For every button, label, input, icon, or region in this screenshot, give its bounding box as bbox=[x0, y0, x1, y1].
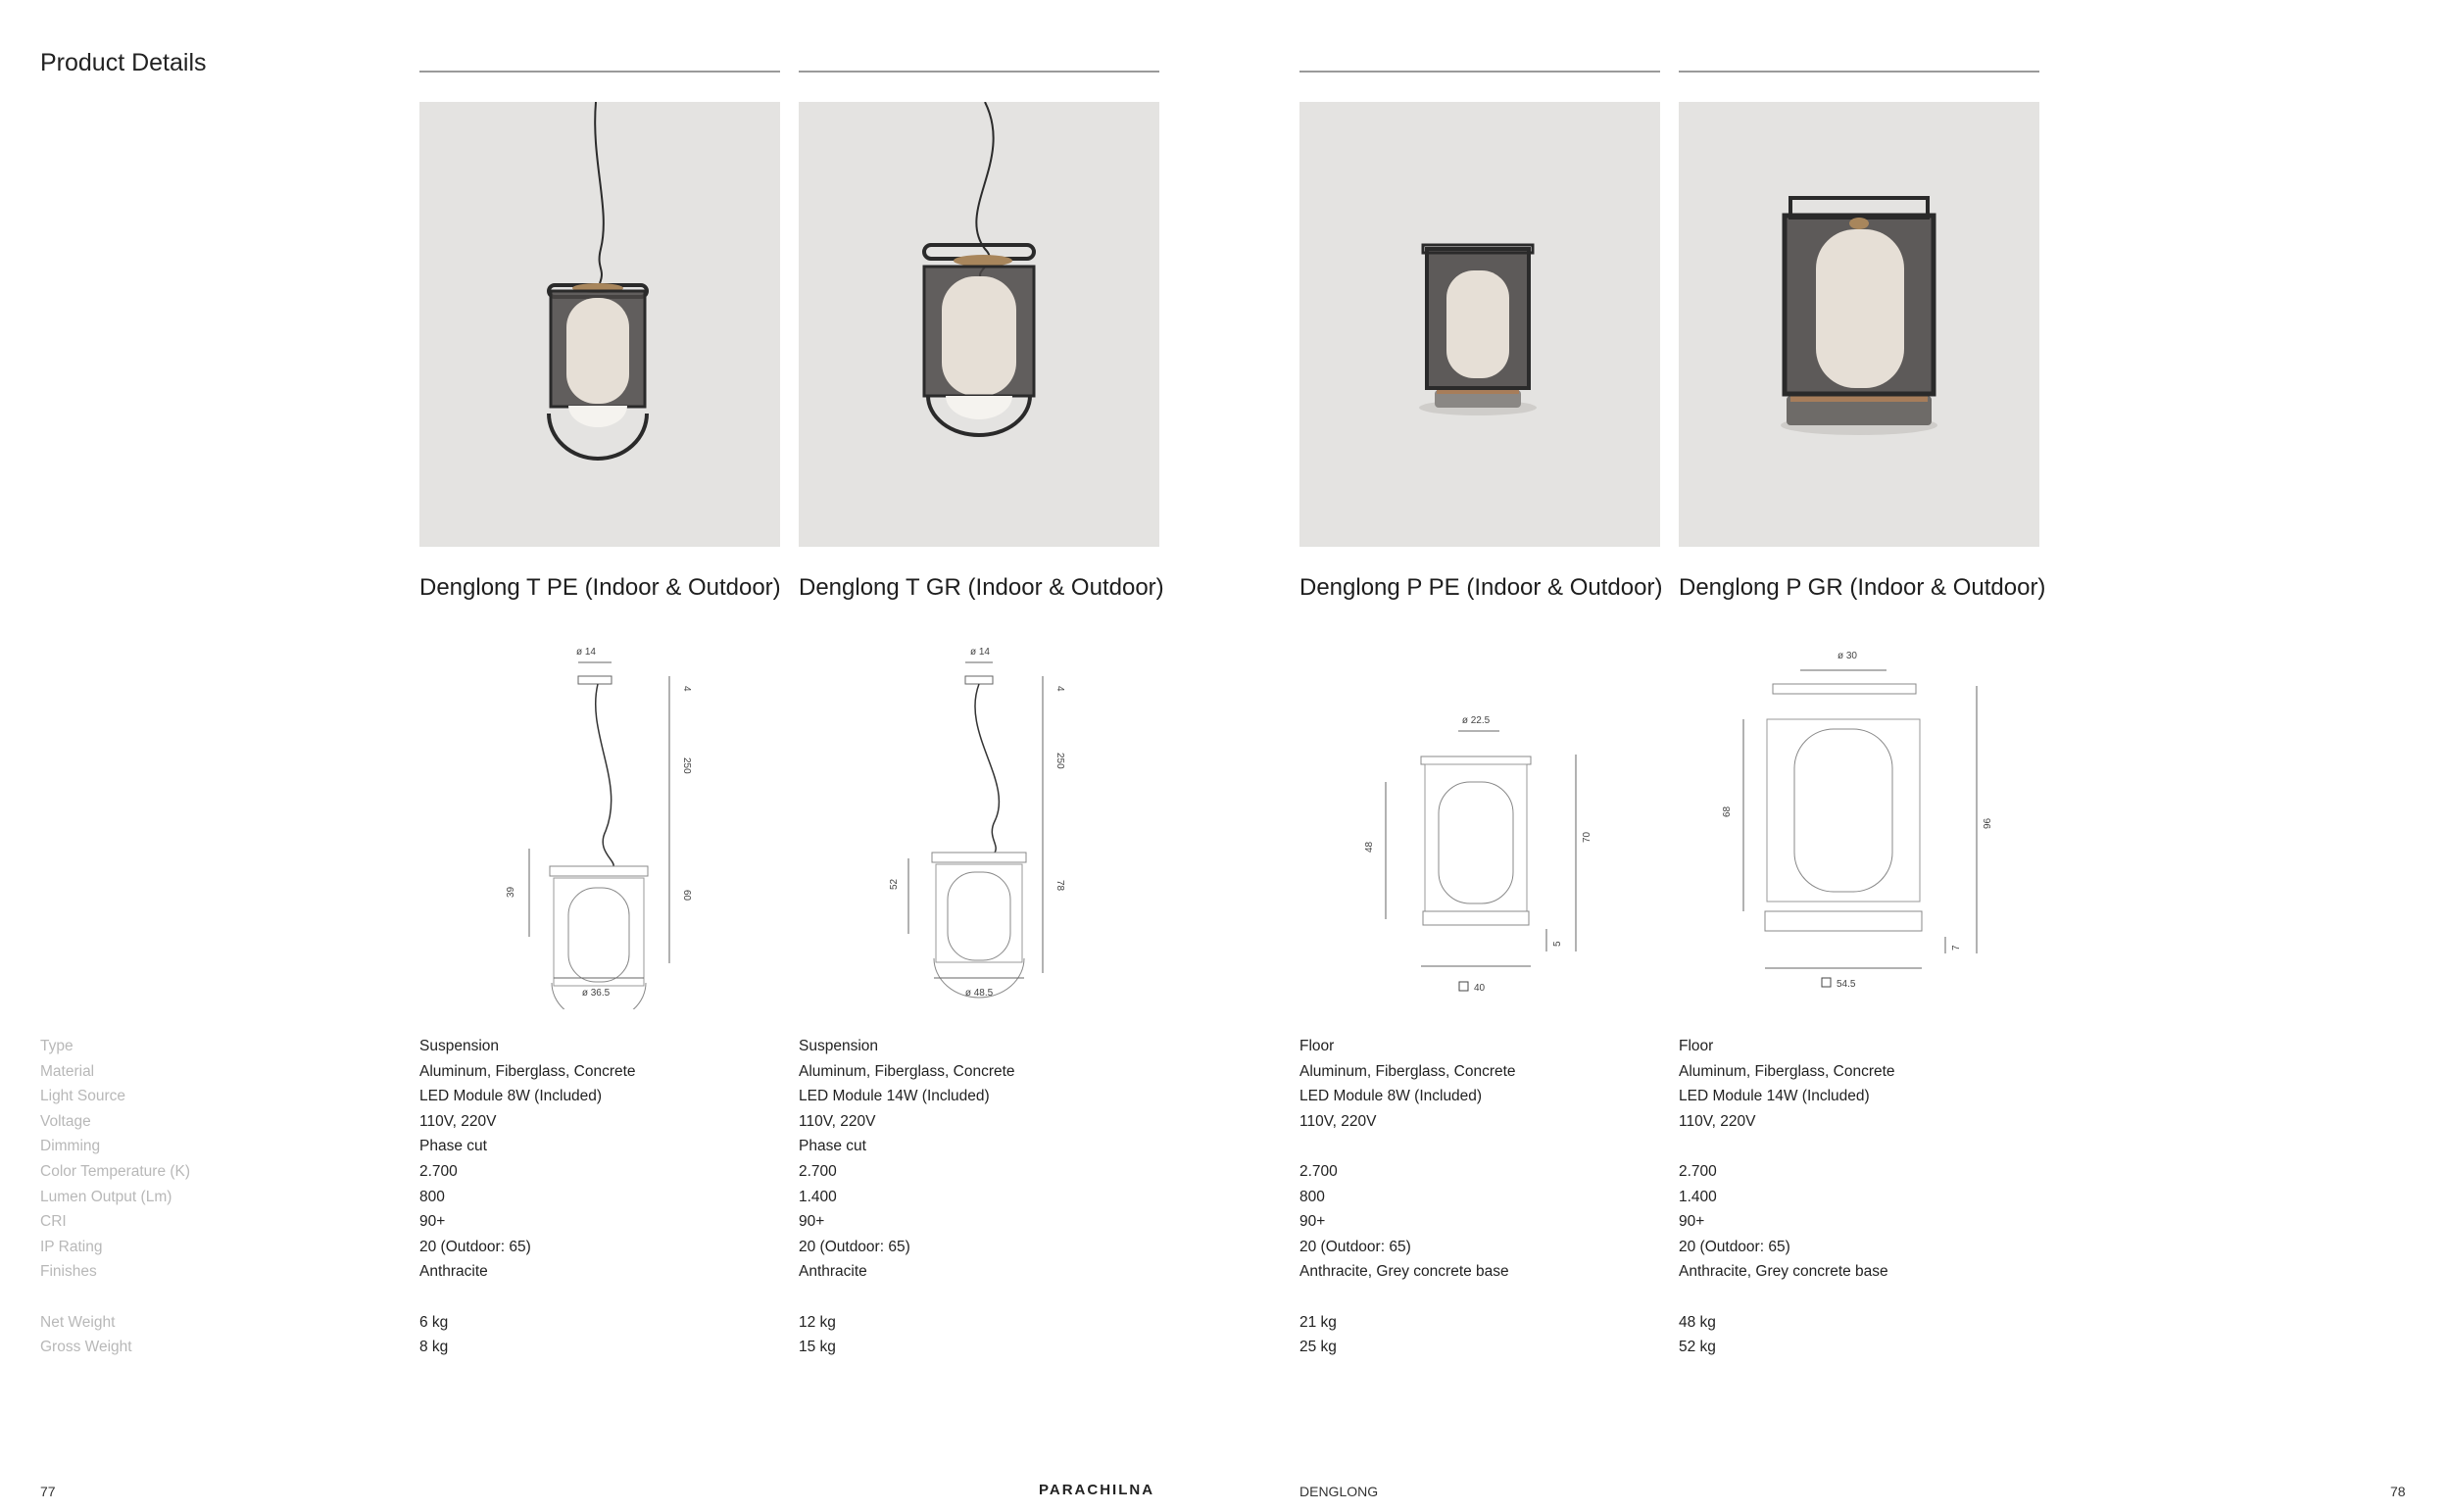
brand-logo: PARACHILNA bbox=[1039, 1482, 1155, 1498]
value-voltage: 110V, 220V bbox=[419, 1112, 497, 1130]
label-finishes: Finishes bbox=[40, 1263, 97, 1281]
dim-left: 68 bbox=[1722, 805, 1733, 817]
dim-base: 7 bbox=[1951, 945, 1962, 951]
label-color-temperature: Color Temperature (K) bbox=[40, 1162, 191, 1180]
value-color-temperature: 2.700 bbox=[419, 1162, 458, 1180]
label-light-source: Light Source bbox=[40, 1088, 126, 1105]
value-light-source: LED Module 14W (Included) bbox=[1679, 1088, 1870, 1105]
divider bbox=[1679, 71, 2039, 73]
value-cri: 90+ bbox=[419, 1213, 446, 1231]
divider bbox=[419, 71, 780, 73]
square-icon bbox=[1459, 982, 1468, 991]
section-name: DENGLONG bbox=[1299, 1484, 1379, 1499]
value-light-source: LED Module 8W (Included) bbox=[1299, 1088, 1483, 1105]
spec-values bbox=[419, 1034, 636, 1360]
dim-right: 96 bbox=[1983, 817, 1993, 829]
value-net-weight: 21 kg bbox=[1299, 1313, 1337, 1331]
value-ip-rating: 20 (Outdoor: 65) bbox=[1679, 1238, 1790, 1255]
value-type: Suspension bbox=[419, 1038, 500, 1054]
product-column-t-pe bbox=[419, 0, 780, 1512]
value-color-temperature: 2.700 bbox=[1679, 1162, 1717, 1180]
value-voltage: 110V, 220V bbox=[799, 1112, 876, 1130]
value-voltage: 110V, 220V bbox=[1679, 1112, 1756, 1130]
dim-bottom: 40 bbox=[1474, 983, 1486, 994]
value-type: Floor bbox=[1299, 1038, 1335, 1054]
value-gross-weight: 25 kg bbox=[1299, 1339, 1337, 1356]
product-photo bbox=[1299, 102, 1660, 547]
value-lumen-output: 800 bbox=[1299, 1188, 1325, 1205]
label-voltage: Voltage bbox=[40, 1112, 91, 1130]
value-gross-weight: 15 kg bbox=[799, 1339, 836, 1356]
value-finishes: Anthracite bbox=[799, 1263, 867, 1281]
page-number-right: 78 bbox=[2390, 1484, 2406, 1499]
value-ip-rating: 20 (Outdoor: 65) bbox=[799, 1238, 910, 1255]
spec-labels bbox=[40, 1034, 190, 1360]
value-dimming bbox=[1299, 1134, 1516, 1159]
value-finishes: Anthracite, Grey concrete base bbox=[1299, 1263, 1509, 1281]
value-lumen-output: 1.400 bbox=[799, 1188, 837, 1205]
product-column-p-gr bbox=[1679, 0, 2046, 1512]
value-net-weight: 48 kg bbox=[1679, 1313, 1716, 1331]
product-photo bbox=[419, 102, 780, 547]
value-color-temperature: 2.700 bbox=[799, 1162, 837, 1180]
value-finishes: Anthracite, Grey concrete base bbox=[1679, 1263, 1888, 1281]
value-cri: 90+ bbox=[1299, 1213, 1326, 1231]
label-material: Material bbox=[40, 1062, 95, 1080]
dim-top: ø 14 bbox=[969, 647, 991, 658]
value-material: Aluminum, Fiberglass, Concrete bbox=[799, 1062, 1015, 1080]
label-dimming: Dimming bbox=[40, 1138, 101, 1155]
page-title: Product Details bbox=[40, 49, 207, 76]
value-dimming bbox=[1679, 1134, 1895, 1159]
product-column-t-gr bbox=[799, 0, 1164, 1512]
value-voltage: 110V, 220V bbox=[1299, 1112, 1377, 1130]
technical-drawing bbox=[419, 635, 780, 1009]
value-type: Suspension bbox=[799, 1038, 879, 1054]
dim-left: 52 bbox=[889, 878, 900, 890]
dim-top: ø 14 bbox=[575, 647, 597, 658]
square-icon bbox=[1822, 978, 1831, 987]
dim-b: 250 bbox=[681, 757, 692, 774]
dim-a: 4 bbox=[1054, 686, 1065, 692]
value-net-weight: 6 kg bbox=[419, 1313, 449, 1331]
spec-values bbox=[1299, 1034, 1516, 1360]
spec-values bbox=[1679, 1034, 1895, 1360]
dim-bottom: 54.5 bbox=[1837, 979, 1856, 990]
dim-bottom: ø 48.5 bbox=[964, 988, 994, 999]
technical-drawing bbox=[799, 635, 1159, 1009]
value-lumen-output: 1.400 bbox=[1679, 1188, 1717, 1205]
value-finishes: Anthracite bbox=[419, 1263, 488, 1281]
product-name: Denglong T GR (Indoor & Outdoor) bbox=[799, 574, 1164, 601]
value-color-temperature: 2.700 bbox=[1299, 1162, 1338, 1180]
label-cri: CRI bbox=[40, 1213, 67, 1231]
value-material: Aluminum, Fiberglass, Concrete bbox=[1679, 1062, 1895, 1080]
value-ip-rating: 20 (Outdoor: 65) bbox=[419, 1238, 531, 1255]
value-light-source: LED Module 8W (Included) bbox=[419, 1088, 603, 1105]
technical-drawing bbox=[1299, 635, 1660, 1009]
value-material: Aluminum, Fiberglass, Concrete bbox=[1299, 1062, 1516, 1080]
spec-values bbox=[799, 1034, 1015, 1360]
divider bbox=[1299, 71, 1660, 73]
value-dimming: Phase cut bbox=[419, 1138, 487, 1155]
label-gross-weight: Gross Weight bbox=[40, 1339, 132, 1356]
value-lumen-output: 800 bbox=[419, 1188, 445, 1205]
label-lumen-output: Lumen Output (Lm) bbox=[40, 1188, 172, 1205]
value-dimming: Phase cut bbox=[799, 1138, 866, 1155]
value-light-source: LED Module 14W (Included) bbox=[799, 1088, 990, 1105]
product-photo bbox=[799, 102, 1159, 547]
value-net-weight: 12 kg bbox=[799, 1313, 836, 1331]
value-cri: 90+ bbox=[1679, 1213, 1705, 1231]
page-number-left: 77 bbox=[40, 1484, 56, 1499]
value-cri: 90+ bbox=[799, 1213, 825, 1231]
dim-top: ø 22.5 bbox=[1461, 715, 1491, 726]
product-photo bbox=[1679, 102, 2039, 547]
dim-b: 250 bbox=[1054, 753, 1065, 769]
value-ip-rating: 20 (Outdoor: 65) bbox=[1299, 1238, 1411, 1255]
dim-bottom: ø 36.5 bbox=[581, 988, 611, 999]
technical-drawing bbox=[1679, 635, 2039, 1009]
value-gross-weight: 8 kg bbox=[419, 1339, 449, 1356]
dim-c: 78 bbox=[1054, 880, 1065, 892]
dim-left: 48 bbox=[1364, 841, 1375, 853]
label-net-weight: Net Weight bbox=[40, 1313, 116, 1331]
label-type: Type bbox=[40, 1038, 74, 1054]
dim-a: 4 bbox=[681, 686, 692, 692]
value-type: Floor bbox=[1679, 1038, 1714, 1054]
dim-base: 5 bbox=[1552, 941, 1563, 947]
product-name: Denglong P GR (Indoor & Outdoor) bbox=[1679, 574, 2046, 601]
dim-top: ø 30 bbox=[1837, 651, 1858, 661]
dim-left: 39 bbox=[506, 886, 516, 898]
product-name: Denglong P PE (Indoor & Outdoor) bbox=[1299, 574, 1663, 601]
dim-right: 70 bbox=[1582, 831, 1592, 843]
value-gross-weight: 52 kg bbox=[1679, 1339, 1716, 1356]
value-material: Aluminum, Fiberglass, Concrete bbox=[419, 1062, 636, 1080]
label-ip-rating: IP Rating bbox=[40, 1238, 103, 1255]
dim-c: 60 bbox=[681, 890, 692, 902]
product-column-p-pe bbox=[1299, 0, 1663, 1512]
product-name: Denglong T PE (Indoor & Outdoor) bbox=[419, 574, 781, 601]
divider bbox=[799, 71, 1159, 73]
